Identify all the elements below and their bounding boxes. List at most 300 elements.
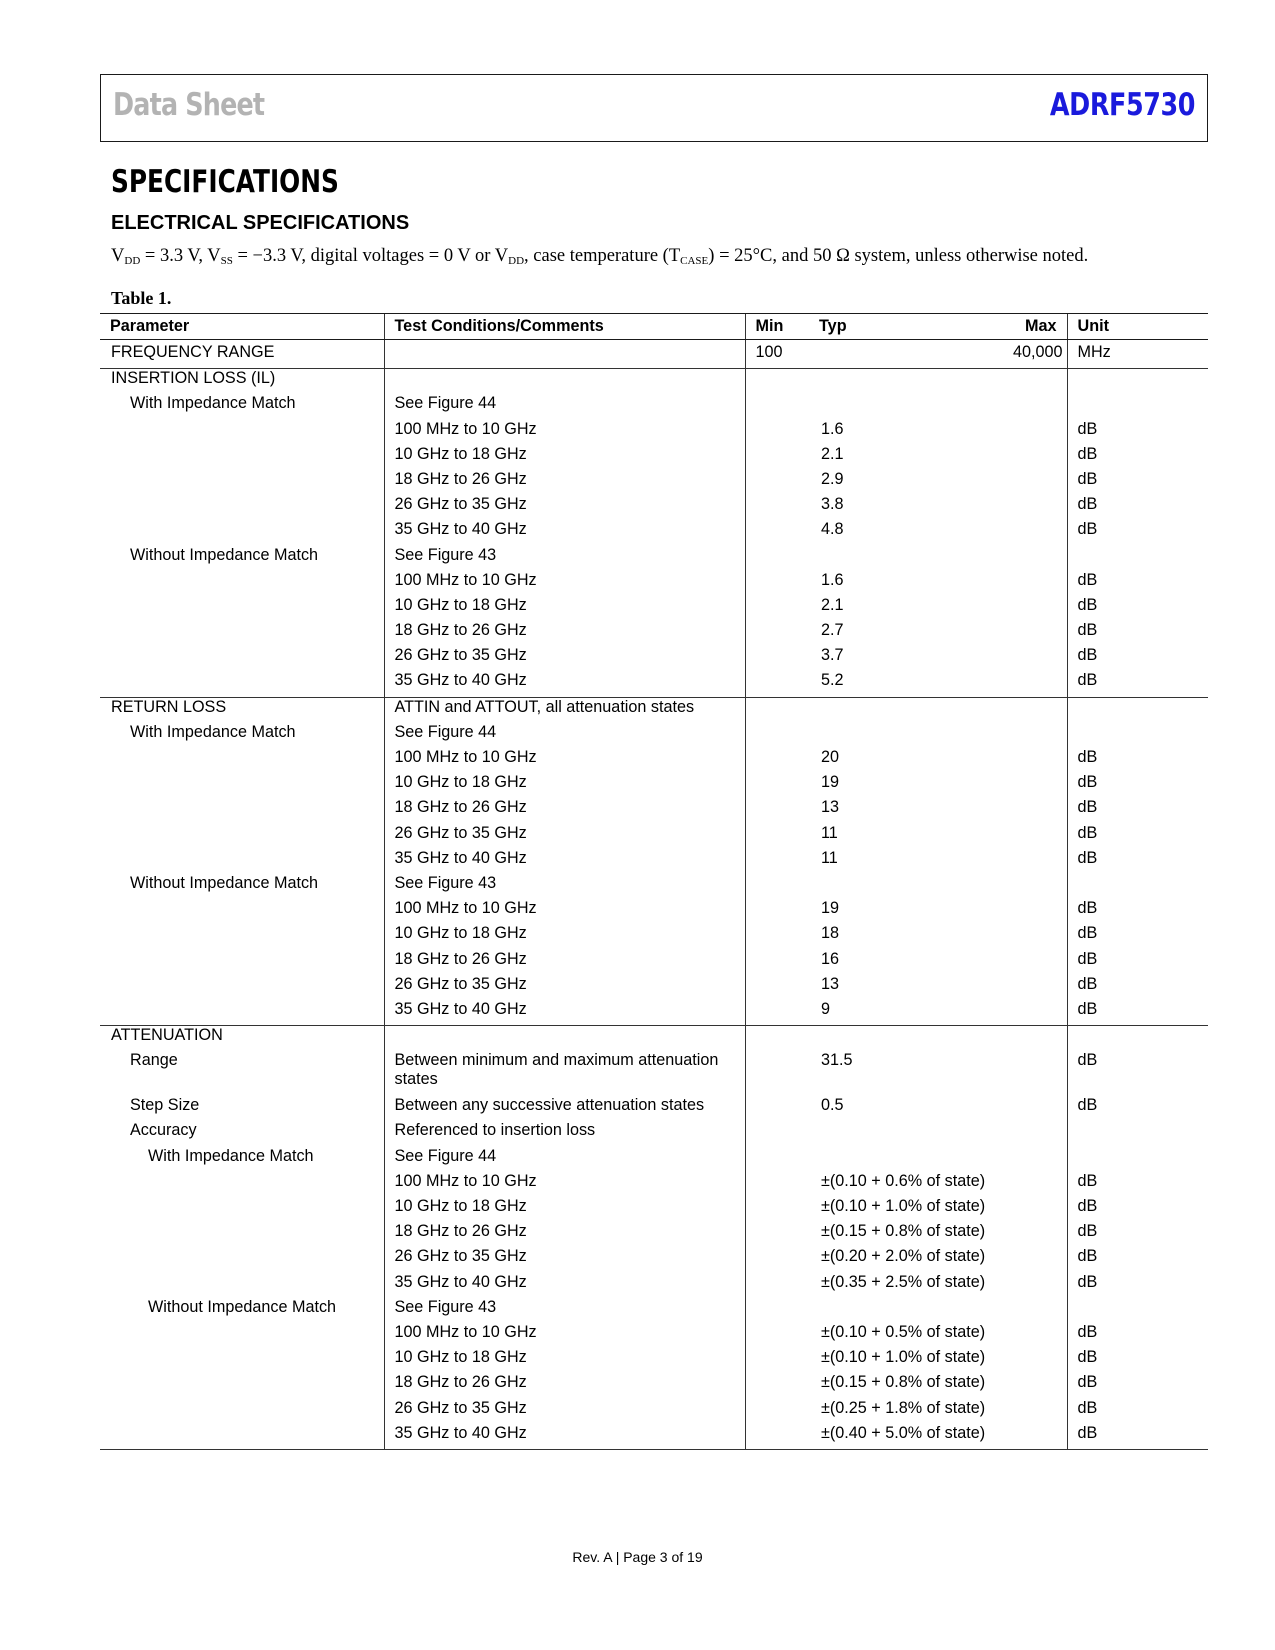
table-row — [100, 723, 1208, 748]
cell-unit: dB — [1067, 924, 1208, 949]
cell-max — [1003, 571, 1067, 596]
subsection-title: ELECTRICAL SPECIFICATIONS — [111, 212, 410, 234]
cell-typ: ±(0.10 + 0.5% of state) — [821, 1322, 986, 1341]
cell-unit: dB — [1067, 849, 1208, 874]
cell-parameter — [100, 1247, 384, 1272]
cell-min — [745, 849, 809, 874]
cell-conditions — [384, 369, 745, 395]
cell-conditions: 10 GHz to 18 GHz — [384, 1197, 745, 1222]
cell-min — [745, 495, 809, 520]
cell-conditions: See Figure 43 — [384, 546, 745, 571]
cell-parameter — [100, 671, 384, 697]
table-row — [100, 445, 1208, 470]
cell-parameter — [100, 773, 384, 798]
cell-unit: dB — [1067, 1051, 1208, 1096]
cell-typ — [809, 1121, 1003, 1146]
cell-min: 100 — [745, 340, 809, 369]
cell-typ: 9 — [809, 1000, 1003, 1026]
cell-typ — [809, 340, 1003, 369]
cell-unit: dB — [1067, 646, 1208, 671]
cell-max — [1003, 1051, 1067, 1096]
table-row — [100, 1121, 1208, 1146]
cell-conditions: 100 MHz to 10 GHz — [384, 748, 745, 773]
cell-parameter: RETURN LOSS — [111, 697, 227, 716]
cell-parameter: Without Impedance Match — [148, 1297, 337, 1316]
cell-max — [1003, 1399, 1067, 1424]
table-row — [100, 697, 1208, 723]
cell-typ: 2.9 — [821, 469, 844, 488]
cell-typ — [809, 369, 1003, 395]
col-header-max: Max — [1003, 314, 1067, 340]
cell-min — [745, 1273, 809, 1298]
table-row — [100, 798, 1208, 823]
cell-typ: ±(0.40 + 5.0% of state) — [809, 1424, 1003, 1450]
cell-max — [1003, 773, 1067, 798]
cell-max — [1003, 546, 1067, 571]
cell-typ: 19 — [821, 899, 840, 918]
cell-max — [1003, 1121, 1067, 1146]
cell-min — [745, 975, 809, 1000]
cell-max — [1003, 1298, 1067, 1323]
cell-conditions: 26 GHz to 35 GHz — [384, 1247, 745, 1272]
cell-conditions — [384, 1026, 745, 1052]
cell-parameter: Without Impedance Match — [130, 545, 319, 564]
table-row — [100, 1323, 1208, 1348]
cell-typ: 3.8 — [821, 495, 844, 514]
cell-conditions: 10 GHz to 18 GHz — [384, 445, 745, 470]
cell-unit — [1067, 1147, 1208, 1172]
table-row — [100, 1424, 1208, 1450]
cell-unit — [1067, 1026, 1208, 1052]
cell-unit: dB — [1067, 1323, 1208, 1348]
cell-parameter — [100, 748, 384, 773]
cell-max — [1003, 798, 1067, 823]
cell-max — [1003, 621, 1067, 646]
specifications-table — [100, 313, 1208, 1450]
cell-parameter — [100, 899, 384, 924]
col-header-typ: Typ — [809, 314, 1003, 340]
cell-typ: 13 — [821, 798, 840, 817]
cell-conditions: 10 GHz to 18 GHz — [384, 1348, 745, 1373]
table-row — [100, 1026, 1208, 1052]
cell-typ — [809, 394, 1003, 419]
cell-unit — [1067, 546, 1208, 571]
table-row — [100, 748, 1208, 773]
cell-min — [745, 1096, 809, 1121]
cell-parameter — [100, 1348, 384, 1373]
cell-min — [745, 1026, 809, 1052]
cell-max: 40,000 — [1003, 340, 1067, 369]
cell-conditions: 26 GHz to 35 GHz — [384, 646, 745, 671]
cell-conditions: See Figure 44 — [384, 394, 745, 419]
table-caption: Table 1. — [111, 288, 172, 308]
cell-conditions: Between any successive attenuation states — [384, 1096, 745, 1121]
cell-parameter — [100, 1424, 384, 1450]
cell-max — [1003, 1026, 1067, 1052]
cell-min — [745, 798, 809, 823]
cell-min — [745, 1348, 809, 1373]
table-row — [100, 849, 1208, 874]
cell-unit: dB — [1067, 748, 1208, 773]
cell-typ — [809, 723, 1003, 748]
cell-max — [1003, 874, 1067, 899]
cell-min — [745, 1424, 809, 1450]
cell-parameter — [100, 621, 384, 646]
cell-unit: dB — [1067, 495, 1208, 520]
cell-unit — [1067, 369, 1208, 395]
cell-unit: dB — [1067, 420, 1208, 445]
cell-max — [1003, 1000, 1067, 1026]
cell-min — [745, 1147, 809, 1172]
cell-max — [1003, 1373, 1067, 1398]
cell-typ: 11 — [821, 848, 838, 867]
cell-parameter: ATTENUATION — [111, 1026, 223, 1045]
cell-max — [1003, 420, 1067, 445]
cell-unit: dB — [1067, 1424, 1208, 1450]
cell-conditions: 10 GHz to 18 GHz — [384, 773, 745, 798]
cell-unit: dB — [1067, 470, 1208, 495]
cell-unit: dB — [1067, 773, 1208, 798]
cell-max — [1003, 671, 1067, 697]
col-header-conditions: Test Conditions/Comments — [384, 314, 745, 340]
cell-conditions: 35 GHz to 40 GHz — [384, 1424, 745, 1450]
table-row — [100, 394, 1208, 419]
cell-parameter: With Impedance Match — [130, 394, 296, 413]
cell-max — [1003, 1247, 1067, 1272]
cell-unit: dB — [1067, 1222, 1208, 1247]
cell-unit: dB — [1067, 445, 1208, 470]
cell-min — [745, 470, 809, 495]
cell-parameter — [100, 1000, 384, 1026]
cell-typ — [809, 1147, 1003, 1172]
cell-max — [1003, 520, 1067, 545]
cell-parameter — [100, 470, 384, 495]
cell-unit: dB — [1067, 671, 1208, 697]
cell-conditions: 100 MHz to 10 GHz — [384, 1172, 745, 1197]
cell-min — [745, 1399, 809, 1424]
table-row — [100, 495, 1208, 520]
cell-parameter: Range — [130, 1051, 178, 1070]
cell-parameter — [100, 924, 384, 949]
cell-conditions: 18 GHz to 26 GHz — [384, 621, 745, 646]
cell-typ: 20 — [821, 748, 840, 766]
cell-min — [745, 773, 809, 798]
cell-conditions: 18 GHz to 26 GHz — [384, 1373, 745, 1398]
cell-conditions: 26 GHz to 35 GHz — [384, 495, 745, 520]
page-footer: Rev. A | Page 3 of 19 — [572, 1549, 703, 1565]
cell-unit — [1067, 874, 1208, 899]
cell-parameter: FREQUENCY RANGE — [100, 340, 384, 369]
table-row — [100, 1298, 1208, 1323]
cell-max — [1003, 849, 1067, 874]
cell-min — [745, 899, 809, 924]
cell-min — [745, 1000, 809, 1026]
cell-typ — [809, 697, 1003, 723]
cell-conditions: 18 GHz to 26 GHz — [384, 470, 745, 495]
cell-parameter — [100, 495, 384, 520]
cell-parameter — [100, 1172, 384, 1197]
cell-max — [1003, 1172, 1067, 1197]
cell-parameter: Accuracy — [130, 1121, 197, 1140]
cell-conditions: 35 GHz to 40 GHz — [384, 671, 745, 697]
table-header-row — [100, 314, 1208, 340]
cell-conditions: 18 GHz to 26 GHz — [384, 1222, 745, 1247]
cell-max — [1003, 924, 1067, 949]
cell-max — [1003, 950, 1067, 975]
table-row — [100, 950, 1208, 975]
cell-conditions: 10 GHz to 18 GHz — [384, 596, 745, 621]
cell-max — [1003, 748, 1067, 773]
cell-max — [1003, 470, 1067, 495]
cell-typ: 16 — [821, 949, 840, 968]
cell-typ: ±(0.15 + 0.8% of state) — [821, 1373, 986, 1392]
cell-parameter — [100, 571, 384, 596]
cell-max — [1003, 1222, 1067, 1247]
cell-typ: ±(0.35 + 2.5% of state) — [821, 1272, 986, 1291]
cell-max — [1003, 1147, 1067, 1172]
cell-min — [745, 1197, 809, 1222]
cell-conditions: ATTIN and ATTOUT, all attenuation states — [384, 697, 745, 723]
cell-max — [1003, 1273, 1067, 1298]
cell-unit — [1067, 1298, 1208, 1323]
table-row — [100, 340, 1208, 369]
cell-typ: 11 — [821, 823, 838, 842]
cell-min — [745, 924, 809, 949]
cell-conditions: 26 GHz to 35 GHz — [384, 975, 745, 1000]
cell-conditions — [384, 340, 745, 369]
cell-unit: dB — [1067, 1096, 1208, 1121]
cell-typ: ±(0.10 + 1.0% of state) — [821, 1197, 986, 1215]
cell-conditions: Referenced to insertion loss — [384, 1121, 745, 1146]
cell-conditions: 35 GHz to 40 GHz — [384, 520, 745, 545]
cell-max — [1003, 1424, 1067, 1450]
cell-unit: dB — [1067, 1373, 1208, 1398]
table-row — [100, 520, 1208, 545]
section-title: SPECIFICATIONS — [111, 164, 339, 200]
header-doc-type: Data Sheet — [113, 87, 265, 123]
table-row — [100, 671, 1208, 697]
cell-max — [1003, 394, 1067, 419]
cell-conditions: 35 GHz to 40 GHz — [384, 1000, 745, 1026]
cell-parameter: Step Size — [130, 1096, 200, 1115]
col-header-min: Min — [745, 314, 809, 340]
table-row — [100, 1273, 1208, 1298]
cell-conditions: 35 GHz to 40 GHz — [384, 1273, 745, 1298]
cell-parameter — [100, 950, 384, 975]
table-row — [100, 1147, 1208, 1172]
cell-parameter — [100, 520, 384, 545]
table-row — [100, 646, 1208, 671]
col-header-unit: Unit — [1067, 314, 1208, 340]
cell-parameter — [100, 824, 384, 849]
cell-parameter — [100, 975, 384, 1000]
cell-parameter — [100, 420, 384, 445]
table-row — [100, 1399, 1208, 1424]
table-row — [100, 824, 1208, 849]
cell-min — [745, 697, 809, 723]
table-row — [100, 546, 1208, 571]
cell-typ: 1.6 — [821, 419, 844, 438]
cell-parameter: Without Impedance Match — [130, 873, 319, 892]
cell-typ: ±(0.25 + 1.8% of state) — [821, 1398, 986, 1417]
cell-min — [745, 1298, 809, 1323]
cell-typ: 3.7 — [821, 646, 844, 665]
cell-min — [745, 874, 809, 899]
cell-min — [745, 671, 809, 697]
cell-min — [745, 445, 809, 470]
cell-conditions: 35 GHz to 40 GHz — [384, 849, 745, 874]
cell-min — [745, 1051, 809, 1096]
cell-parameter — [100, 1323, 384, 1348]
table-row — [100, 874, 1208, 899]
cell-conditions: 100 MHz to 10 GHz — [384, 420, 745, 445]
cell-max — [1003, 1323, 1067, 1348]
table-row — [100, 470, 1208, 495]
cell-parameter — [100, 1373, 384, 1398]
cell-min — [745, 950, 809, 975]
cell-max — [1003, 723, 1067, 748]
table-row — [100, 621, 1208, 646]
cell-unit: dB — [1067, 975, 1208, 1000]
cell-typ — [809, 546, 1003, 571]
cell-typ: ±(0.15 + 0.8% of state) — [821, 1222, 986, 1241]
cell-min — [745, 571, 809, 596]
cell-min — [745, 621, 809, 646]
cell-unit: dB — [1067, 621, 1208, 646]
cell-parameter — [100, 1197, 384, 1222]
cell-parameter — [100, 1273, 384, 1298]
test-conditions-note: $V_{DD} = 3.3$ V, $V_{SS} = -3.3$ V, digital voltages = 0 V or $V_{DD}$, case temperature $(T_{CASE}) = 25^\circ C$, and 50 Ω system, unless otherwise noted. — [111, 246, 1089, 267]
table-row — [100, 975, 1208, 1000]
cell-typ: 1.6 — [821, 570, 844, 589]
cell-parameter — [100, 596, 384, 621]
cell-parameter: With Impedance Match — [148, 1146, 314, 1165]
cell-parameter — [100, 798, 384, 823]
cell-unit: dB — [1067, 899, 1208, 924]
table-row — [100, 1197, 1208, 1222]
cell-max — [1003, 495, 1067, 520]
cell-max — [1003, 697, 1067, 723]
cell-min — [745, 1323, 809, 1348]
cell-unit — [1067, 697, 1208, 723]
cell-typ: ±(0.10 + 0.6% of state) — [821, 1171, 986, 1190]
cell-typ: ±(0.10 + 1.0% of state) — [821, 1348, 986, 1367]
cell-parameter: INSERTION LOSS (IL) — [111, 369, 276, 388]
table-row — [100, 1247, 1208, 1272]
header-part-number: ADRF5730 — [1049, 87, 1195, 123]
cell-unit: dB — [1067, 571, 1208, 596]
table-row — [100, 773, 1208, 798]
cell-unit: MHz — [1067, 340, 1208, 369]
cell-conditions: 10 GHz to 18 GHz — [384, 924, 745, 949]
cell-max — [1003, 824, 1067, 849]
cell-min — [745, 824, 809, 849]
cell-conditions: 18 GHz to 26 GHz — [384, 798, 745, 823]
table-row — [100, 369, 1208, 395]
cell-conditions: 100 MHz to 10 GHz — [384, 899, 745, 924]
table-row — [100, 571, 1208, 596]
cell-conditions: See Figure 43 — [384, 1298, 745, 1323]
cell-max — [1003, 1197, 1067, 1222]
page-header — [100, 74, 1208, 142]
table-row — [100, 420, 1208, 445]
cell-unit: dB — [1067, 1273, 1208, 1298]
cell-min — [745, 369, 809, 395]
cell-min — [745, 646, 809, 671]
cell-typ: 0.5 — [821, 1096, 844, 1115]
cell-typ — [809, 1026, 1003, 1052]
cell-parameter — [100, 849, 384, 874]
cell-max — [1003, 1096, 1067, 1121]
cell-max — [1003, 369, 1067, 395]
cell-unit: dB — [1067, 520, 1208, 545]
cell-max — [1003, 1348, 1067, 1373]
cell-parameter — [100, 1222, 384, 1247]
cell-unit — [1067, 1121, 1208, 1146]
cell-typ: 4.8 — [821, 520, 844, 539]
cell-unit: dB — [1067, 950, 1208, 975]
table-row — [100, 1096, 1208, 1121]
table-row — [100, 899, 1208, 924]
cell-min — [745, 420, 809, 445]
table-row — [100, 924, 1208, 949]
cell-unit: dB — [1067, 1000, 1208, 1026]
cell-max — [1003, 975, 1067, 1000]
cell-unit: dB — [1067, 1399, 1208, 1424]
cell-parameter — [100, 445, 384, 470]
col-header-parameter: Parameter — [100, 314, 384, 340]
cell-min — [745, 723, 809, 748]
cell-typ: 18 — [821, 924, 840, 943]
table-row — [100, 1348, 1208, 1373]
cell-min — [745, 748, 809, 773]
table-row — [100, 1000, 1208, 1026]
cell-conditions: See Figure 44 — [384, 1147, 745, 1172]
cell-typ: 2.1 — [821, 595, 844, 614]
cell-conditions: Between minimum and maximum attenuation states — [384, 1051, 745, 1096]
table-row — [100, 1222, 1208, 1247]
table-row — [100, 1172, 1208, 1197]
cell-conditions: See Figure 44 — [384, 723, 745, 748]
cell-parameter — [100, 646, 384, 671]
cell-min — [745, 394, 809, 419]
cell-min — [745, 1172, 809, 1197]
cell-typ — [809, 1298, 1003, 1323]
cell-parameter: With Impedance Match — [130, 722, 296, 741]
cell-unit: dB — [1067, 1348, 1208, 1373]
cell-min — [745, 1121, 809, 1146]
table-row — [100, 596, 1208, 621]
cell-max — [1003, 596, 1067, 621]
cell-conditions: 18 GHz to 26 GHz — [384, 950, 745, 975]
cell-unit: dB — [1067, 1197, 1208, 1222]
cell-min — [745, 1222, 809, 1247]
cell-unit: dB — [1067, 798, 1208, 823]
cell-unit: dB — [1067, 824, 1208, 849]
cell-min — [745, 596, 809, 621]
cell-max — [1003, 899, 1067, 924]
cell-typ: 31.5 — [821, 1051, 853, 1070]
cell-conditions: See Figure 43 — [384, 874, 745, 899]
cell-typ: 5.2 — [809, 671, 1003, 697]
cell-typ: 2.1 — [821, 444, 844, 463]
cell-typ: ±(0.20 + 2.0% of state) — [821, 1247, 986, 1266]
cell-unit: dB — [1067, 1172, 1208, 1197]
cell-conditions: 100 MHz to 10 GHz — [384, 1323, 745, 1348]
cell-min — [745, 546, 809, 571]
table-row — [100, 1051, 1208, 1096]
cell-max — [1003, 445, 1067, 470]
